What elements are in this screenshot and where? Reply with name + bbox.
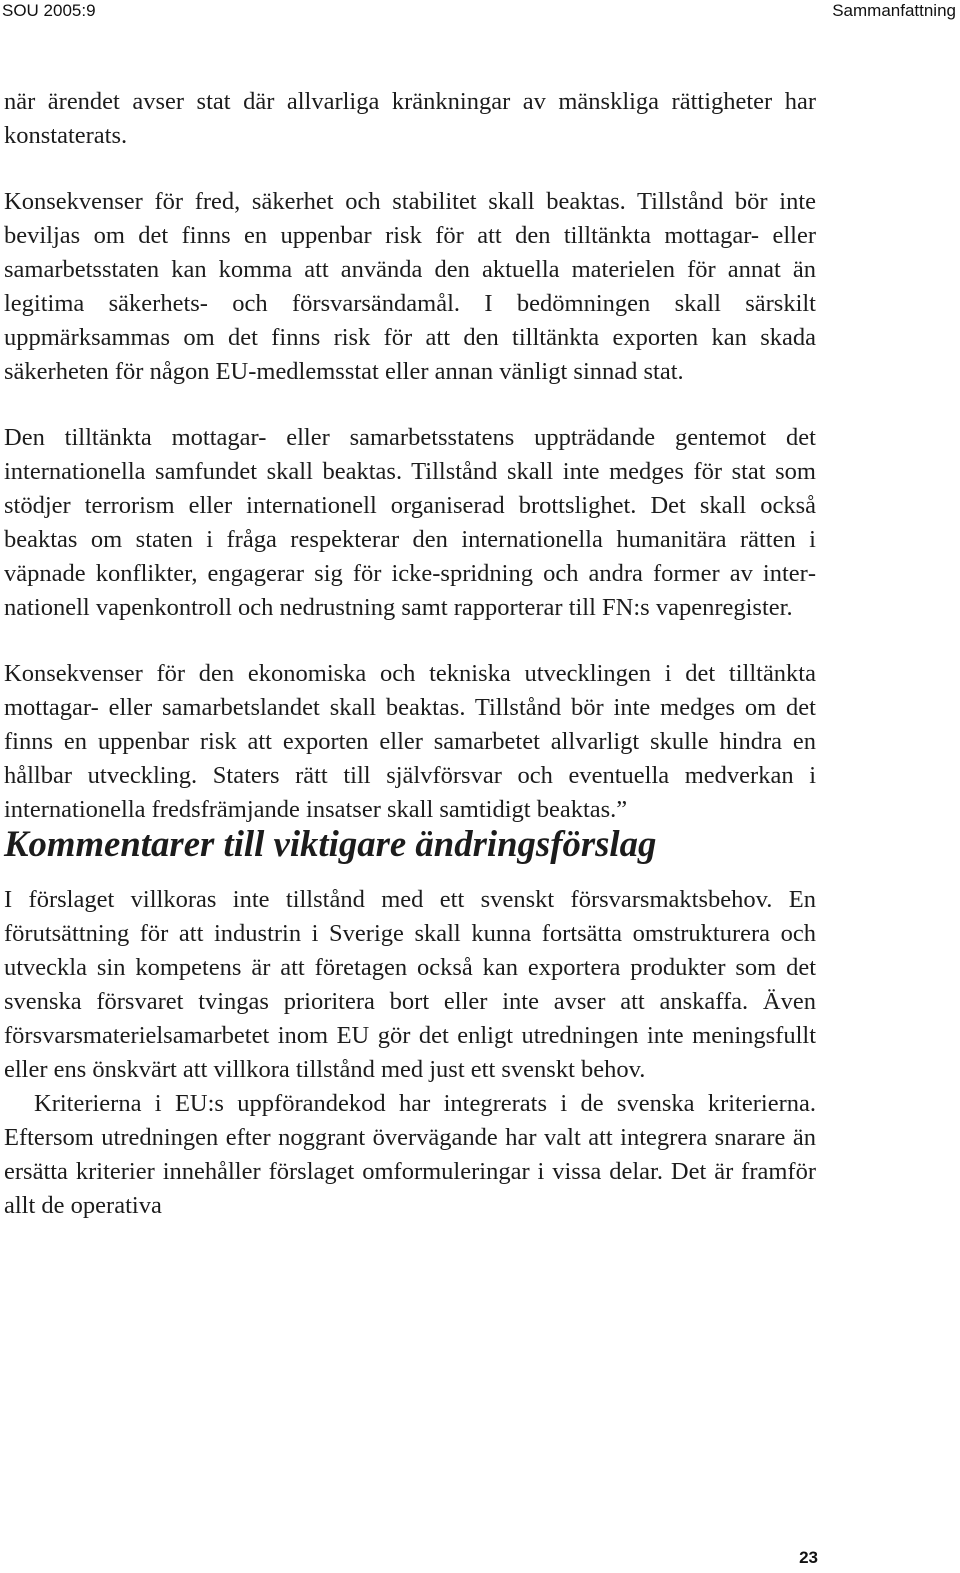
paragraph-defence-need: I förslaget villkoras inte tillstånd med ett svenskt försvarsmaktsbehov. En förutsättning för att industrin i Sverige skall kunna fortsätta omstrukturera och utveckla sin kompetens är att företagen också kan exportera produkter som det svenska försvaret tvingas prioritera bort eller inte avser att anskaffa. Även försvarsmaterielsamarbetet inom EU gör det enligt utredningen inte meningsfullt eller ens önskvärt att villkora tillstånd med just ett svenskt behov. [4,886,816,1083]
paragraph-eu-code-of-conduct: Kriterierna i EU:s uppförandekod har integrerats i de svenska kriterierna. Eftersom utredningen efter noggrant övervägande har valt att integrera snarare än ersätta kriterier innehåller förslaget omformuleringar i vissa delar. Det är framför allt de operativa [4,1090,816,1219]
running-head [0,0,960,24]
paragraph-international-conduct: Den tilltänkta mottagar- eller samarbetsstatens uppträdande gentemot det internationella samfundet skall beaktas. Tillstånd skall inte medges för stat som stödjer terrorism eller internationell organiserad brottslighet. Det skall också beaktas om staten i fråga respekterar den internationella humanitära rätten i väpnade konflikter, engagerar sig för icke-spridning och andra former av internationell vapenkontroll och nedrustning samt rapporterar till FN:s vapenregister. [4,424,816,621]
section-heading: Kommentarer till viktigare ändringsförslag [4,823,657,864]
paragraph-peace-security: Konsekvenser för fred, säkerhet och stabilitet skall beaktas. Tillstånd bör inte beviljas om det finns en uppenbar risk för att den tilltänkta mottagar- eller samarbetsstaten kan komma att använda den aktuella materielen för annat än legitima säkerhets- och försvarsändamål. I bedömningen skall särskilt uppmärksammas om det finns risk för att den tilltänkta exporten kan skada säkerheten för någon EU-medlemsstat eller annan vänligt sinnad stat. [4,188,816,385]
paragraph-economic-development: Konsekvenser för den ekonomiska och tekniska utvecklingen i det tilltänkta mottagar- eller samarbetslandet skall beaktas. Tillstånd bör inte medges om det finns en uppenbar risk att exporten eller samarbetet allvarligt skulle hindra en hållbar utveckling. Staters rätt till självförsvar och eventuella medverkan i internationella fredsfrämjande insatser skall samtidigt beaktas.” [4,660,816,823]
document-reference: SOU 2005:9 [2,1,96,20]
page-body [4,85,816,1223]
paragraph-human-rights-continuation: när ärendet avser stat där allvarliga kränkningar av mänskliga rättigheter har konstaterats. [4,88,816,149]
chapter-title: Sammanfattning [832,1,956,20]
page-number: 23 [799,1548,818,1567]
